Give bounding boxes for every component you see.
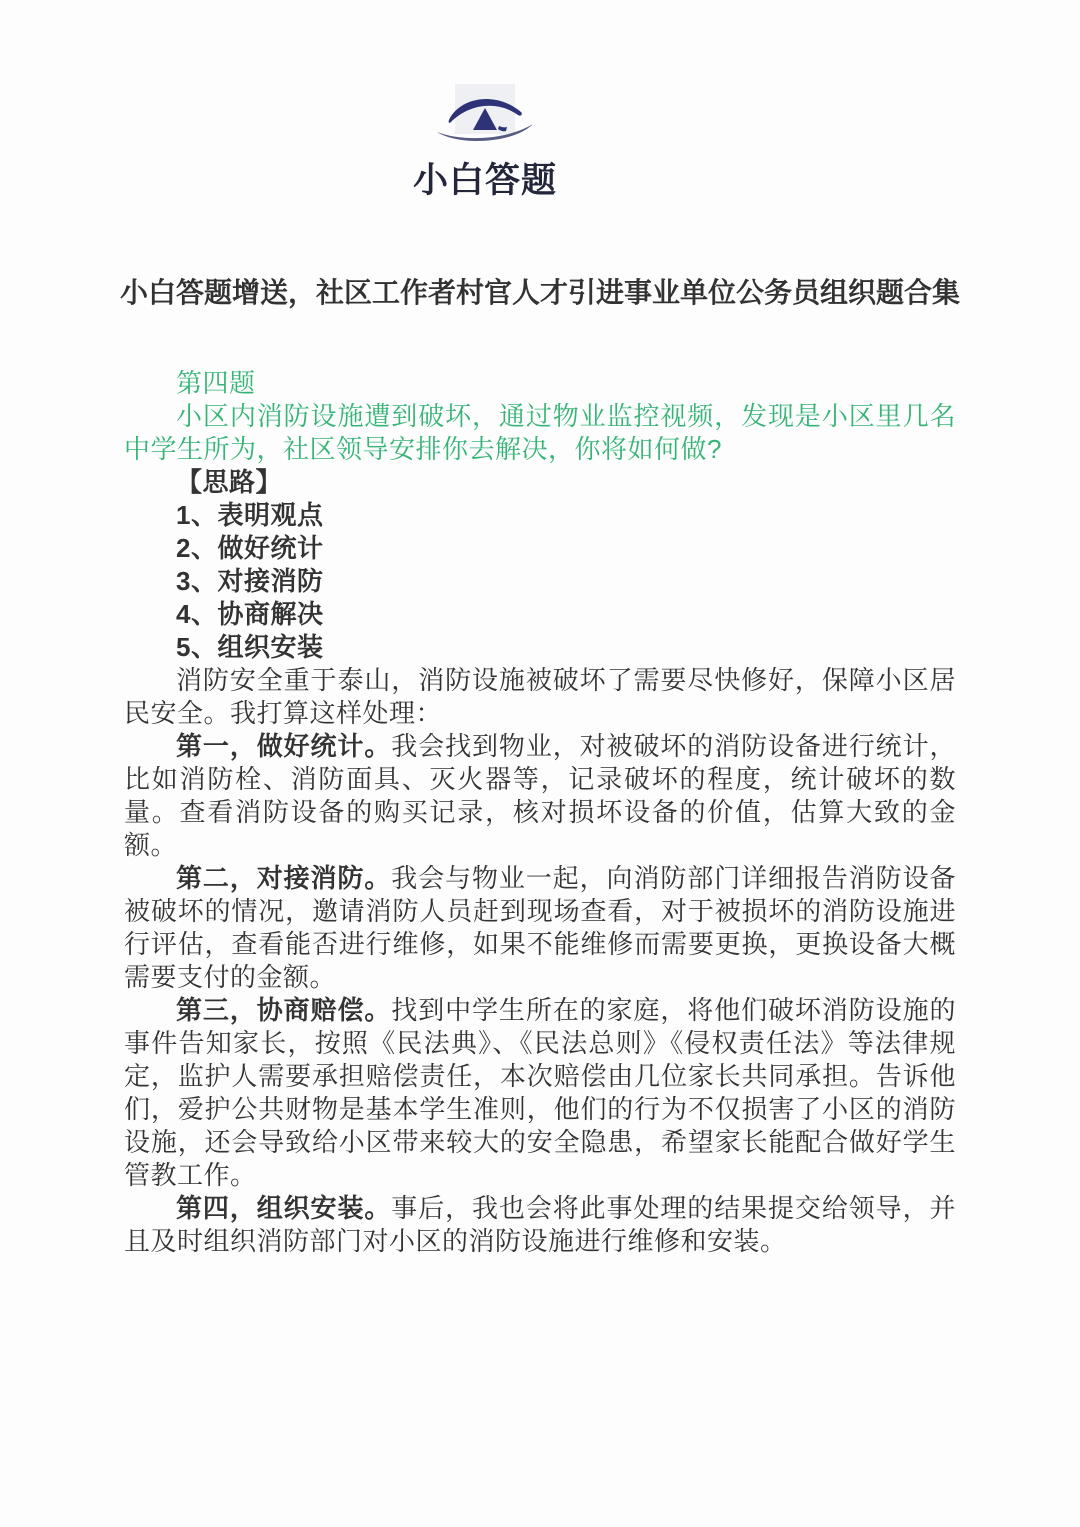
outline-item-5: 5、组织安装 [176,632,324,662]
question-text: 小区内消防设施遭到破坏，通过物业监控视频，发现是小区里几名中学生所为，社区领导安排你去解决，你将如何做? [124,401,956,464]
answer-paragraph-2 [124,862,956,994]
answer-paragraph-3-lead: 第三，协商赔偿。 [176,995,392,1025]
outline-item-2: 2、做好统计 [176,533,324,563]
outline-item-4: 4、协商解决 [176,599,324,629]
brand-logo [413,0,557,203]
answer-paragraph-1-lead: 第一，做好统计。 [176,731,392,761]
document-title: 小白答题增送，社区工作者村官人才引进事业单位公务员组织题合集 [119,277,960,308]
question-number: 第四题 [176,368,256,398]
answer-paragraph-4-lead: 第四，组织安装。 [176,1193,392,1223]
answer-paragraph-4 [124,1192,956,1258]
answer-intro: 消防安全重于泰山，消防设施被破坏了需要尽快修好，保障小区居民安全。我打算这样处理： [124,665,956,728]
answer-paragraph-1 [124,730,956,862]
answer-paragraph-3 [124,994,956,1192]
answer-paragraph-4-body: 事后，我也会将此事处理的结果提交给领导，并且及时组织消防部门对小区的消防设施进行维修和安装。 [124,1193,956,1256]
brand-logo-text: 小白答题 [412,161,557,200]
eye-hat-logo-icon [433,84,537,146]
outline-item-1: 1、表明观点 [176,500,324,530]
outline-header: 【思路】 [176,467,283,497]
answer-paragraph-2-lead: 第二，对接消防。 [176,863,392,893]
answer-paragraph-1-body: 我会找到物业，对被破坏的消防设备进行统计，比如消防栓、消防面具、灭火器等，记录破坏的程度，统计破坏的数量。查看消防设备的购买记录，核对损坏设备的价值，估算大致的金额。 [124,731,956,860]
outline-item-3: 3、对接消防 [176,566,324,596]
answer-paragraph-3-body: 找到中学生所在的家庭，将他们破坏消防设施的事件告知家长，按照《民法典》、《民法总则》《侵权责任法》等法律规定，监护人需要承担赔偿责任，本次赔偿由几位家长共同承担。告诉他们，爱护公共财物是基本学生准则，他们的行为不仅损害了小区的消防设施，还会导致给小区带来较大的安全隐患，希望家长能配合做好学生管教工作。 [124,995,956,1190]
answer-paragraph-2-body: 我会与物业一起，向消防部门详细报告消防设备被破坏的情况，邀请消防人员赶到现场查看，对于被损坏的消防设施进行评估，查看能否进行维修，如果不能维修而需要更换，更换设备大概需要支付的金额。 [124,863,956,992]
document-body [124,367,956,1258]
